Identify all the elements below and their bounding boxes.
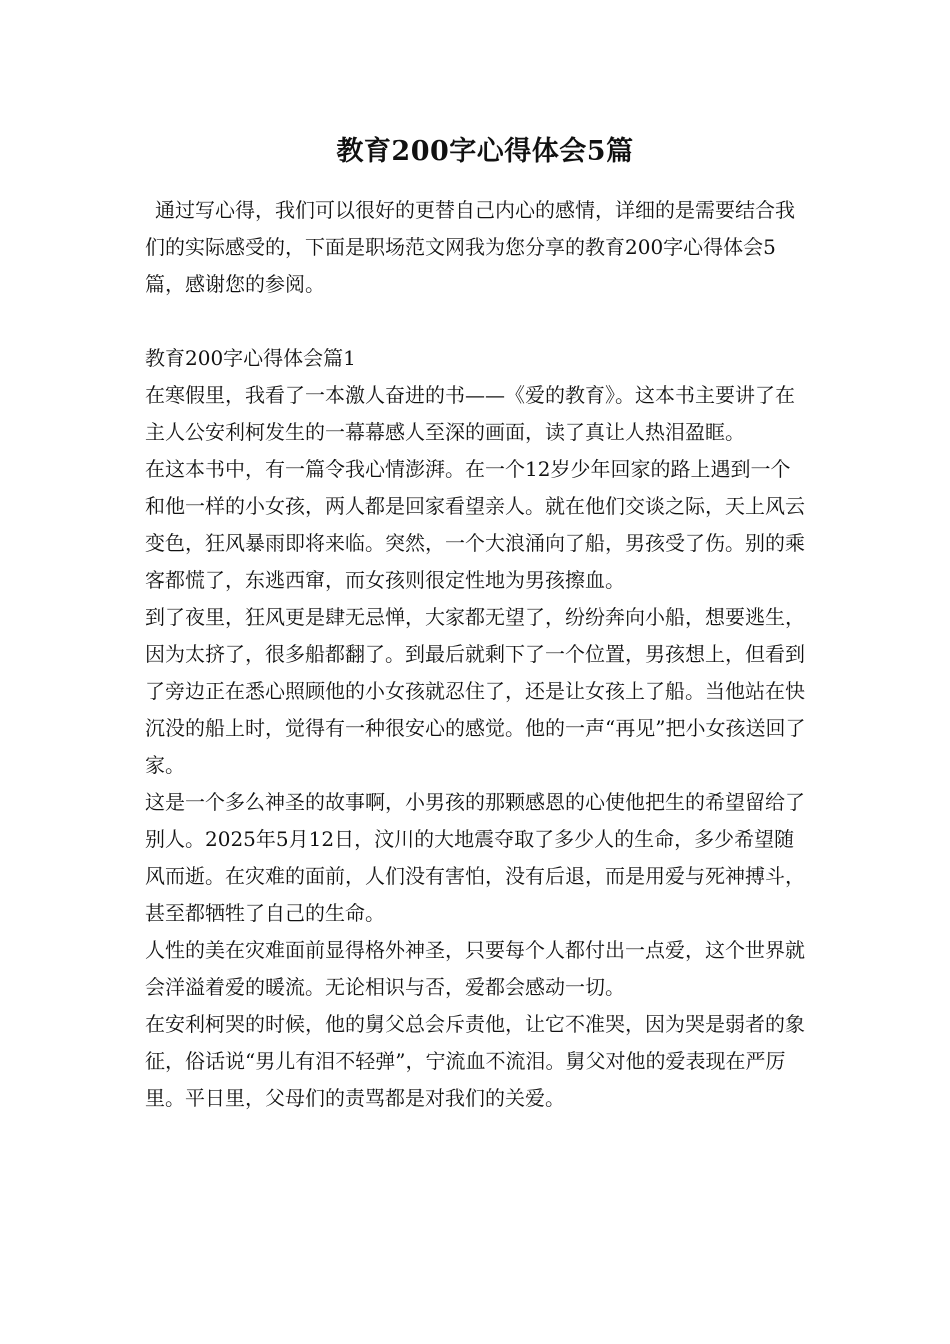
section-heading: 教育200字心得体会篇1 (145, 346, 356, 370)
body-paragraph-6: 在安利柯哭的时候，他的舅父总会斥责他，让它不准哭，因为哭是弱者的象征，俗话说“男儿有泪不轻弹”，宁流血不流泪。舅父对他的爱表现在严厉里。平日里，父母们的责骂都是对我们的关爱。 (145, 1012, 805, 1110)
body-paragraph-5: 人性的美在灾难面前显得格外神圣，只要每个人都付出一点爱，这个世界就会洋溢着爱的暖流。无论相识与否，爱都会感动一切。 (145, 938, 805, 999)
document-body (145, 192, 810, 1117)
intro-paragraph: 通过写心得，我们可以很好的更替自己内心的感情，详细的是需要结合我们的实际感受的，下面是职场范文网我为您分享的教育200字心得体会5篇，感谢您的参阅。 (145, 198, 795, 296)
document-title: 教育200字心得体会5篇 (336, 136, 634, 167)
paragraph-spacer (145, 303, 810, 340)
body-paragraph-4: 这是一个多么神圣的故事啊，小男孩的那颗感恩的心使他把生的希望留给了别人。2025年5月12日，汶川的大地震夺取了多少人的生命，多少希望随风而逝。在灾难的面前，人们没有害怕，没有后退，而是用爱与死神搏斗，甚至都牺牲了自己的生命。 (145, 790, 805, 925)
body-paragraph-2: 在这本书中，有一篇令我心情澎湃。在一个12岁少年回家的路上遇到一个和他一样的小女孩，两人都是回家看望亲人。就在他们交谈之际，天上风云变色，狂风暴雨即将来临。突然，一个大浪涌向了船，男孩受了伤。别的乘客都慌了，东逃西窜，而女孩则很定性地为男孩擦血。 (145, 457, 805, 592)
body-paragraph-3: 到了夜里，狂风更是肆无忌惮，大家都无望了，纷纷奔向小船，想要逃生，因为太挤了，很多船都翻了。到最后就剩下了一个位置，男孩想上，但看到了旁边正在悉心照顾他的小女孩就忍住了，还是让女孩上了船。当他站在快沉没的船上时，觉得有一种很安心的感觉。他的一声“再见”把小女孩送回了家。 (145, 605, 806, 777)
body-paragraph-1: 在寒假里，我看了一本激人奋进的书——《爱的教育》。这本书主要讲了在主人公安利柯发生的一幕幕感人至深的画面，读了真让人热泪盈眶。 (145, 383, 795, 444)
